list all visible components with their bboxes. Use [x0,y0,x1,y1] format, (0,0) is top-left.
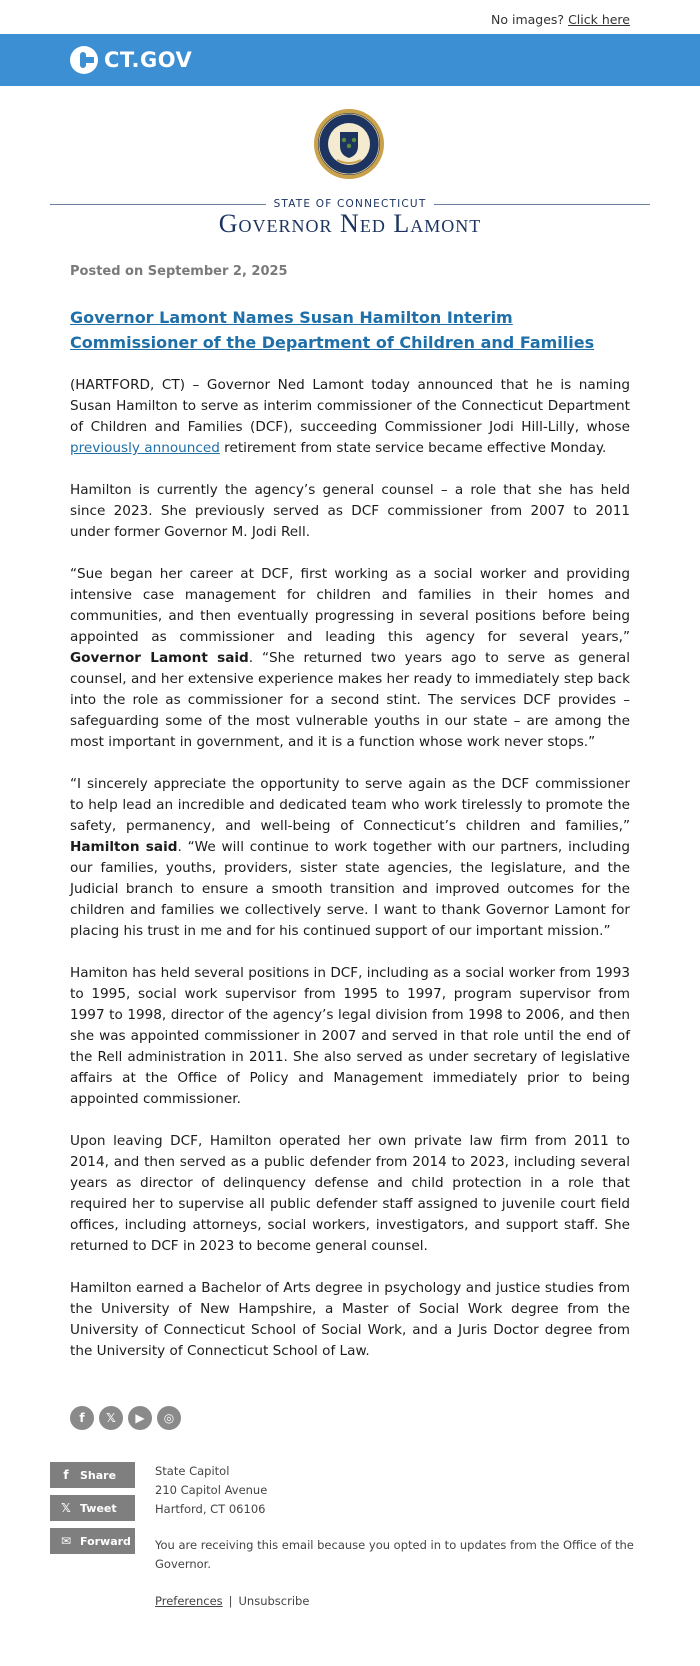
paragraph-4-text-b: . “We will continue to work together with our partners, including our families, youths, providers, sister state agencies, the legislature, and the Judicial branch to ensure a smooth transition and improved outcomes for the children and families we collectively serve. I want to thank Governor Lamont for placing his trust in me and for his continued support of our important mission.” [70,839,631,939]
paragraph-1 [70,375,630,459]
state-label: STATE OF CONNECTICUT [273,198,427,210]
forward-label: Forward [80,1534,131,1548]
ctgov-logo-text: CT.GOV [104,48,193,72]
paragraph-2: Hamilton is currently the agency’s general counsel – a role that she has held since 2023. She previously served as DCF commissioner from 2007 to 2011 under former Governor M. Jodi Rell. [70,482,630,540]
paragraph-4-text-a: “I sincerely appreciate the opportunity to serve again as the DCF commissioner to help lead an incredible and dedicated team who work tirelessly to promote the safety, permanency, and well-being of Connecticut’s children and families,” [70,776,630,834]
youtube-icon[interactable]: ▶ [128,1406,152,1430]
ctgov-logo[interactable] [70,46,192,74]
paragraph-7: Hamilton earned a Bachelor of Arts degree in psychology and justice studies from the University of New Hampshire, a Master of Social Work degree from the University of Connecticut School of Social Work, and a Juris Doctor degree from the University of Connecticut School of Law. [70,1280,630,1359]
governor-name: Governor Ned Lamont [218,209,482,238]
paragraph-1-text-a: (HARTFORD, CT) – Governor Ned Lamont today announced that he is naming Susan Hamilton to serve as interim commissioner of the Connecticut Department of Children and Families (DCF), succeeding Commissioner Jodi Hill-Lilly, whose [70,377,630,435]
facebook-icon[interactable]: f [70,1406,94,1430]
divider-right [434,204,650,205]
address-line-1: State Capitol [155,1464,230,1478]
posted-date: Posted on September 2, 2025 [70,264,288,279]
paragraph-3-text-a: “Sue began her career at DCF, first working as a social worker and providing intensive case management for children and families in their homes and communities, and then eventually progressing in several positions before being appointed as commissioner and leading this agency for several years,” [70,566,630,645]
footer [155,1462,635,1611]
forward-button[interactable] [50,1528,135,1554]
address-line-2: 210 Capitol Avenue [155,1483,268,1497]
article-title-link[interactable]: Governor Lamont Names Susan Hamilton Interim Commissioner of the Department of Children and Families [70,308,595,352]
paragraph-3 [70,564,630,753]
x-icon[interactable]: 𝕏 [99,1406,123,1430]
unsubscribe-link[interactable]: Unsubscribe [238,1594,310,1608]
tweet-button[interactable] [50,1495,135,1521]
governor-header [0,86,700,236]
instagram-icon[interactable]: ◎ [157,1406,181,1430]
no-images-notice [491,12,630,27]
state-seal-icon [313,108,385,180]
paragraph-4 [70,774,630,942]
previously-announced-link[interactable]: previously announced [70,440,220,456]
share-buttons [50,1462,135,1561]
paragraph-1-text-b: retirement from state service became effective Monday. [219,440,607,456]
article [70,264,630,1383]
mail-icon: ✉ [60,1534,72,1548]
address [155,1462,635,1519]
paragraph-3-text-b: . “She returned two years ago to serve as general counsel, and her extensive experience makes her ready to immediately step back into the role as commissioner for a second stint. The services DCF provides – safeguarding some of the most vulnerable youths in our state – are among the most important in government, and it is a function whose work never stops.” [70,650,630,750]
preferences-link[interactable]: Preferences [155,1594,223,1608]
divider-left [50,204,266,205]
share-button[interactable] [50,1462,135,1488]
facebook-icon: f [63,1468,69,1482]
paragraph-5: Hamiton has held several positions in DCF, including as a social worker from 1993 to 1995, social work supervisor from 1995 to 1997, program supervisor from 1997 to 1998, director of the agency’s legal division from 1998 to 2006, and then she was appointed commissioner in 2007 and served in that role until the end of the Rell administration in 2011. She also served as under secretary of legislative affairs at the Office of Policy and Management immediately prior to being appointed commissioner. [70,965,630,1107]
hamilton-said: Hamilton said [70,839,178,855]
subscription-note: You are receiving this email because you opted in to updates from the Office of the Governor. [155,1538,634,1571]
share-label: Share [80,1468,117,1482]
social-links [70,1406,181,1430]
top-bar [0,0,700,34]
lamont-said: Governor Lamont said [70,650,249,666]
no-images-text: No images? [491,12,565,27]
address-line-3: Hartford, CT 06106 [155,1502,266,1516]
link-separator: | [228,1594,233,1608]
footer-links [155,1592,635,1611]
ctgov-banner [0,34,700,86]
tweet-label: Tweet [80,1501,117,1515]
ctgov-logo-icon [70,46,98,74]
click-here-link[interactable]: Click here [568,12,630,27]
x-icon: 𝕏 [61,1501,71,1515]
paragraph-6: Upon leaving DCF, Hamilton operated her own private law firm from 2011 to 2014, and then served as a public defender from 2014 to 2023, including several years as director of delinquency defense and child protection in a role that required her to supervise all public defender staff assigned to juvenile court field offices, including attorneys, social workers, investigators, and support staff. She returned to DCF in 2023 to become general counsel. [70,1133,630,1254]
